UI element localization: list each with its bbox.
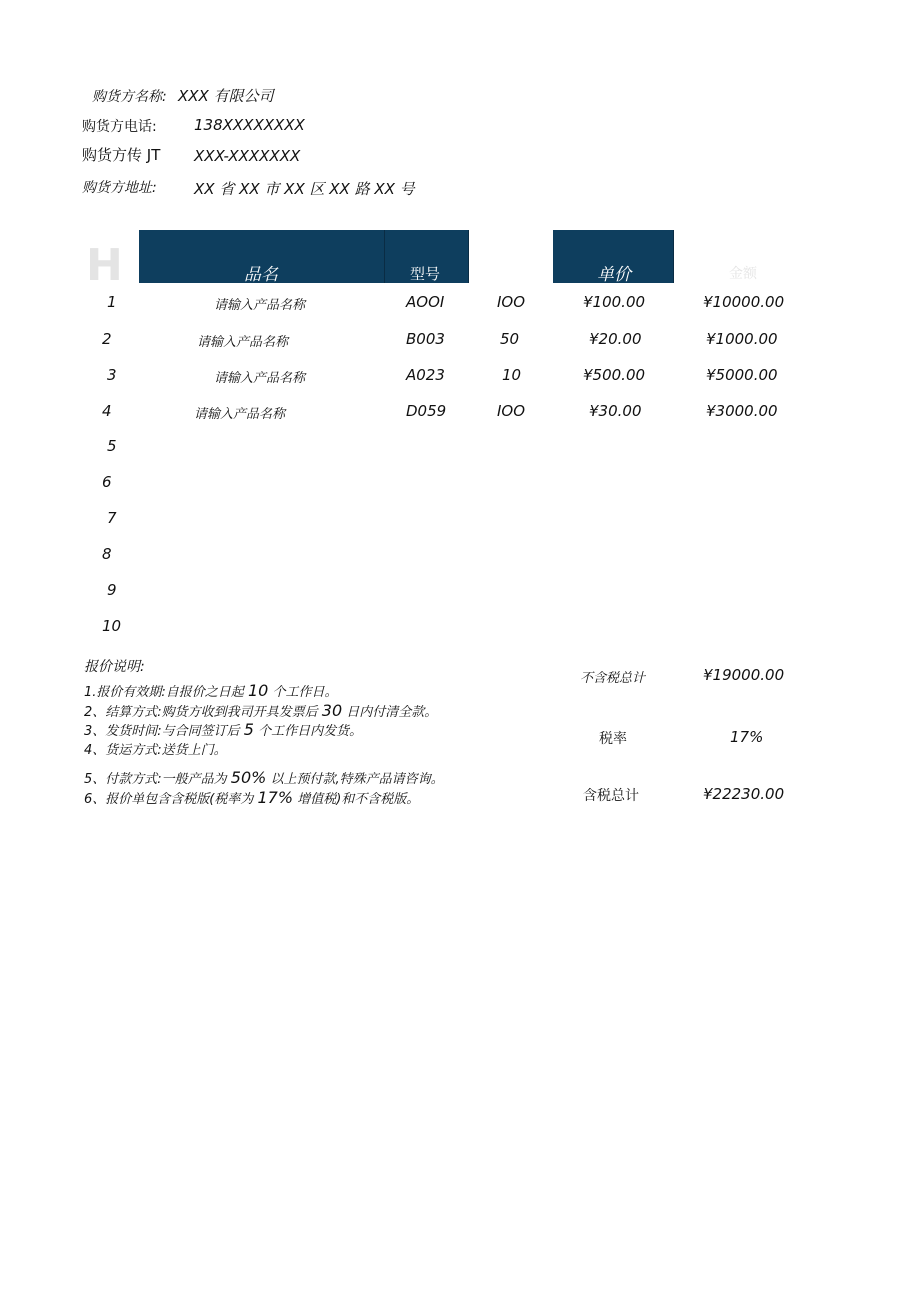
buyer-fax-value: XXX-XXXXXXX — [194, 147, 301, 165]
tax-inclusive-total-value: ¥22230.00 — [703, 785, 785, 803]
product-name: 请输入产品名称 — [214, 371, 306, 386]
note-text: 5、付款方式:一般产品为 — [84, 772, 227, 787]
buyer-name-label: 购货方名称: — [92, 89, 167, 105]
tax-inclusive-total-label: 含税总计 — [583, 788, 639, 804]
quantity: 10 — [502, 366, 522, 384]
tax-rate-value: 17% — [730, 728, 764, 746]
amount: ¥1000.00 — [706, 330, 778, 348]
model-number: A023 — [406, 366, 445, 384]
amount: ¥3000.00 — [706, 402, 778, 420]
header-unit-price: 单价 — [597, 265, 631, 285]
note-text: 个工作日内发货。 — [258, 724, 363, 739]
buyer-phone-value: 138XXXXXXXX — [194, 116, 305, 134]
pretax-total-value: ¥19000.00 — [703, 666, 785, 684]
row-number: 10 — [102, 617, 122, 635]
notes-title: 报价说明: — [84, 659, 145, 675]
product-name: 请输入产品名称 — [197, 335, 289, 350]
note-number: 5 — [243, 720, 254, 739]
pretax-total-label: 不含税总计 — [580, 671, 646, 686]
note-item — [84, 739, 227, 758]
unit-price: ¥30.00 — [589, 402, 642, 420]
buyer-phone-label: 购货方电话: — [82, 119, 157, 135]
row-number: 8 — [102, 545, 112, 563]
row-number: 1 — [107, 293, 117, 311]
unit-price: ¥100.00 — [583, 293, 646, 311]
index-header: H — [86, 240, 123, 291]
note-number: 50% — [230, 768, 267, 787]
header-product: 品名 — [244, 265, 278, 285]
model-number: D059 — [406, 402, 447, 420]
note-item — [84, 681, 337, 700]
row-number: 5 — [107, 437, 117, 455]
note-number: 30 — [321, 701, 343, 720]
buyer-fax-label: 购货方传 JT — [82, 146, 161, 164]
row-number: 7 — [107, 509, 117, 527]
note-text: 以上预付款,特殊产品请咨询。 — [270, 772, 444, 787]
quantity: IOO — [497, 293, 526, 311]
header-amount: 金额 — [729, 266, 757, 282]
note-text: 6、报价单包含含税版(税率为 — [84, 792, 254, 807]
row-number: 4 — [102, 402, 112, 420]
note-item — [84, 701, 437, 720]
header-model: 型号 — [410, 265, 441, 283]
note-number: 17% — [257, 788, 294, 807]
note-text: 2、结算方式:购货方收到我司开具发票后 — [84, 705, 318, 720]
note-number: 10 — [247, 681, 269, 700]
row-number: 3 — [107, 366, 117, 384]
model-number: AOOI — [406, 293, 445, 311]
buyer-address-value: XX 省 XX 市 XX 区 XX 路 XX 号 — [194, 180, 415, 198]
note-text: 日内付清全款。 — [346, 705, 438, 720]
row-number: 9 — [107, 581, 117, 599]
row-number: 6 — [102, 473, 112, 491]
note-item — [84, 788, 419, 807]
row-number: 2 — [102, 330, 112, 348]
product-name: 请输入产品名称 — [194, 407, 286, 422]
unit-price: ¥500.00 — [583, 366, 646, 384]
quantity: IOO — [497, 402, 526, 420]
note-text: 4、货运方式:送货上门。 — [84, 743, 227, 758]
product-name: 请输入产品名称 — [214, 298, 306, 313]
amount: ¥10000.00 — [703, 293, 785, 311]
note-item — [84, 768, 444, 787]
quantity: 50 — [500, 330, 520, 348]
amount: ¥5000.00 — [706, 366, 778, 384]
note-item — [84, 720, 362, 739]
unit-price: ¥20.00 — [589, 330, 642, 348]
buyer-name-value: XXX 有限公司 — [178, 87, 274, 105]
note-text: 增值税)和不含税版。 — [297, 792, 420, 807]
note-text: 3、发货时间:与合同签订后 — [84, 724, 240, 739]
note-text: 1.报价有效期:自报价之日起 — [84, 685, 244, 700]
note-text: 个工作日。 — [272, 685, 338, 700]
tax-rate-label: 税率 — [599, 731, 627, 747]
buyer-address-label: 购货方地址: — [82, 180, 157, 196]
model-number: B003 — [406, 330, 445, 348]
